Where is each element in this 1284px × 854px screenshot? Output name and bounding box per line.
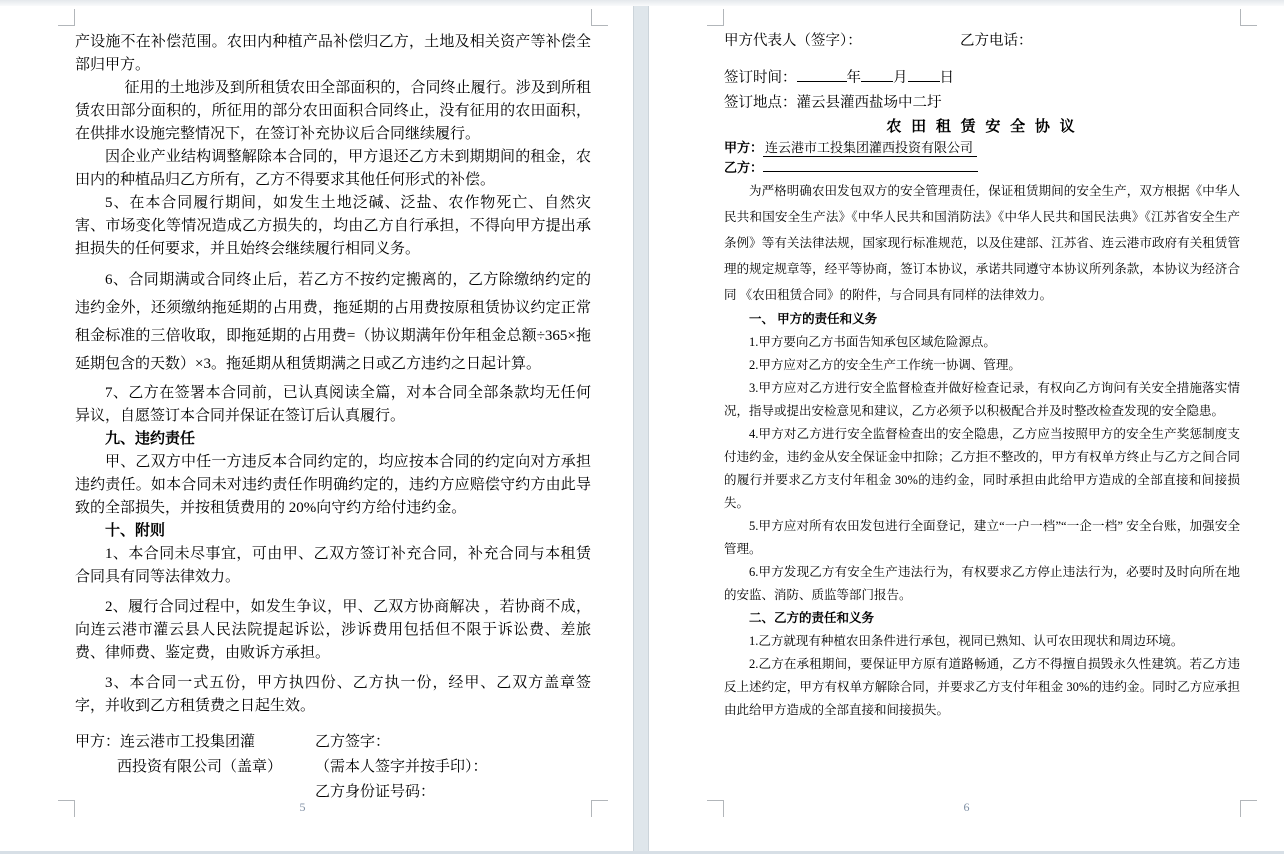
paragraph: 7、乙方在签署本合同前，已认真阅读全篇，对本合同全部条款均无任何异议，自愿签订本合同并保证在签订后认真履行。 [75, 385, 591, 424]
section-1-item: 4.甲方对乙方进行安全监督检查出的安全隐患，乙方应当按照甲方的安全生产奖惩制度支付违约金，违约金从安全保证金中扣除；乙方拒不整改的，甲方有权单方终止与乙方之间合同的履行并要求乙方支付年租金 30%的违约金，同时承担由此给甲方造成的全部直接和间接损失。 [724, 427, 1240, 510]
sign-place-line [724, 91, 1240, 116]
party-a-signature-column [75, 730, 315, 805]
paragraph: 产设施不在补偿范围。农田内种植产品补偿归乙方，土地及相关资产等补偿全部归甲方。 [75, 34, 591, 73]
preamble-paragraph: 为严格明确农田发包双方的安全管理责任，保证租赁期间的安全生产，双方根据《中华人民共和国安全生产法》《中华人民共和国消防法》《中华人民共和国民法典》《江苏省安全生产条例》等有关法律法规，国家现行标准规范，以及住建部、江苏省、连云港市政府有关租赁管理的规定规章等，经平等协商，签订本协议，承诺共同遵守本协议所列条款，本协议为经济合同 《农田租赁合同》的附件，与合同具有同样的法律效力。 [724, 184, 1240, 302]
unit-month: 月 [893, 70, 908, 86]
year-blank [797, 68, 847, 82]
section-1-item: 6.甲方发现乙方有安全生产违法行为，有权要求乙方停止违法行为，必要时及时向所在地的安监、消防、质监等部门报告。 [724, 565, 1240, 602]
page-6-body [649, 6, 1284, 722]
section-1-item: 3.甲方应对乙方进行安全监督检查并做好检查记录，有权向乙方询问有关安全措施落实情况，指导或提出安检意见和建议，乙方必须予以积极配合并及时整改检查发现的安全隐患。 [724, 381, 1240, 418]
sign-place-value: 灌云县灌西盐场中二圩 [796, 95, 942, 111]
page-gap [633, 6, 649, 851]
section-2-item: 2.乙方在承租期间，要保证甲方原有道路畅通，乙方不得擅自损毁永久性建筑。若乙方违反上述约定，甲方有权单方解除合同，并要求乙方支付年租金 30%的违约金。同时乙方应承担由此给甲方造成的全部直接和间接损失。 [724, 657, 1240, 717]
page-number: 5 [299, 800, 306, 814]
party-a-line [724, 138, 1240, 158]
day-blank [908, 68, 940, 82]
party-b-signature-column [315, 730, 591, 805]
party-b-line [724, 158, 1240, 178]
clause-heading-appendix: 十、附则 [105, 523, 166, 539]
section-1-heading: 一、 甲方的责任和义务 [749, 312, 878, 326]
party-a-rep-sign-label: 甲方代表人（签字）： [724, 33, 862, 49]
page-number: 6 [963, 800, 970, 814]
section-1-item: 5.甲方应对所有农田发包进行全面登记，建立“一户一档”“一企一档” 安全台账，加强安全管理。 [724, 519, 1240, 556]
rep-signature-row [724, 30, 1240, 52]
sign-date-line [724, 66, 1240, 91]
party-a-name-line1: 甲方：连云港市工投集团灌 [75, 734, 256, 750]
party-a-label: 甲方： [724, 140, 764, 155]
paragraph: 2、履行合同过程中，如发生争议，甲、乙双方协商解决 ，若协商不成，向连云港市灌云县人民法院提起诉讼，涉诉费用包括但不限于诉讼费、差旅费、律师费、鉴定费，由败诉方承担。 [75, 599, 591, 661]
paragraph: 因企业产业结构调整解除本合同的，甲方退还乙方未到期期间的租金，农田内的种植品归乙方所有，乙方不得要求其他任何形式的补偿。 [75, 149, 591, 188]
section-1-item: 2.甲方应对乙方的安全生产工作统一协调、管理。 [749, 358, 1021, 372]
paragraph: 1、本合同未尽事宜，可由甲、乙双方签订补充合同，补充合同与本租赁合同具有同等法律效力。 [75, 546, 591, 585]
clause-heading-breach: 九、违约责任 [105, 431, 196, 447]
party-b-blank [763, 159, 978, 172]
paragraph: 5、在本合同履行期间，如发生土地泛碱、泛盐、农作物死亡、自然灾害、市场变化等情况造成乙方损失的，均由乙方自行承担，不得向甲方提出承担损失的任何要求，并且始终会继续履行相同义务。 [75, 195, 591, 257]
party-b-phone-label: 乙方电话： [960, 33, 1033, 49]
paragraph: 3、本合同一式五份，甲方执四份、乙方执一份，经甲、乙双方盖章签字，并收到乙方租赁费之日起生效。 [75, 675, 591, 714]
party-a-value: 连云港市工投集团灌西投资有限公司 [763, 140, 977, 157]
document-page-5[interactable] [0, 6, 633, 851]
party-b-sign-note: （需本人签字并按手印）： [315, 759, 488, 775]
signature-block [75, 730, 591, 805]
agreement-title: 农 田 租 赁 安 全 协 议 [886, 119, 1078, 135]
page-5-body [0, 6, 633, 805]
paragraph: 征用的土地涉及到所租赁农田全部面积的，合同终止履行。涉及到所租赁农田部分面积的，所征用的部分农田面积合同终止，没有征用的农田面积，在供排水设施完整情况下，在签订补充协议后合同继续履行。 [75, 80, 591, 142]
unit-day: 日 [939, 70, 954, 86]
sign-place-label: 签订地点： [724, 95, 797, 111]
section-2-heading: 二、乙方的责任和义务 [749, 611, 875, 625]
party-b-label: 乙方： [724, 160, 764, 175]
party-b-sign-label: 乙方签字： [315, 734, 391, 750]
document-page-6[interactable] [649, 6, 1284, 851]
paragraph: 6、合同期满或合同终止后，若乙方不按约定搬离的，乙方除缴纳约定的违约金外，还须缴纳拖延期的占用费，拖延期的占用费按原租赁协议约定正常租金标准的三倍收取，即拖延期的占用费=（协议期满年份年租金总额÷365×拖延期包含的天数）×3。拖延期从租赁期满之日或乙方违约之日起计算。 [75, 272, 591, 372]
month-blank [861, 68, 893, 82]
section-1-item: 1.甲方要向乙方书面告知承包区域危险源点。 [749, 335, 996, 349]
party-a-name-line2: 西投资有限公司（盖章） [117, 759, 283, 775]
paragraph: 甲、乙双方中任一方违反本合同约定的，均应按本合同的约定向对方承担违约责任。如本合同未对违约责任作明确约定的，违约方应赔偿守约方由此导致的全部损失，并按租赁费用的 20%向守约方给付违约金。 [75, 454, 591, 516]
party-b-id-label: 乙方身份证号码： [315, 784, 436, 800]
unit-year: 年 [846, 70, 861, 86]
section-2-item: 1.乙方就现有种植农田条件进行承包，视同已熟知、认可农田现状和周边环境。 [749, 634, 1184, 648]
sign-time-label: 签订时间： [724, 70, 797, 86]
